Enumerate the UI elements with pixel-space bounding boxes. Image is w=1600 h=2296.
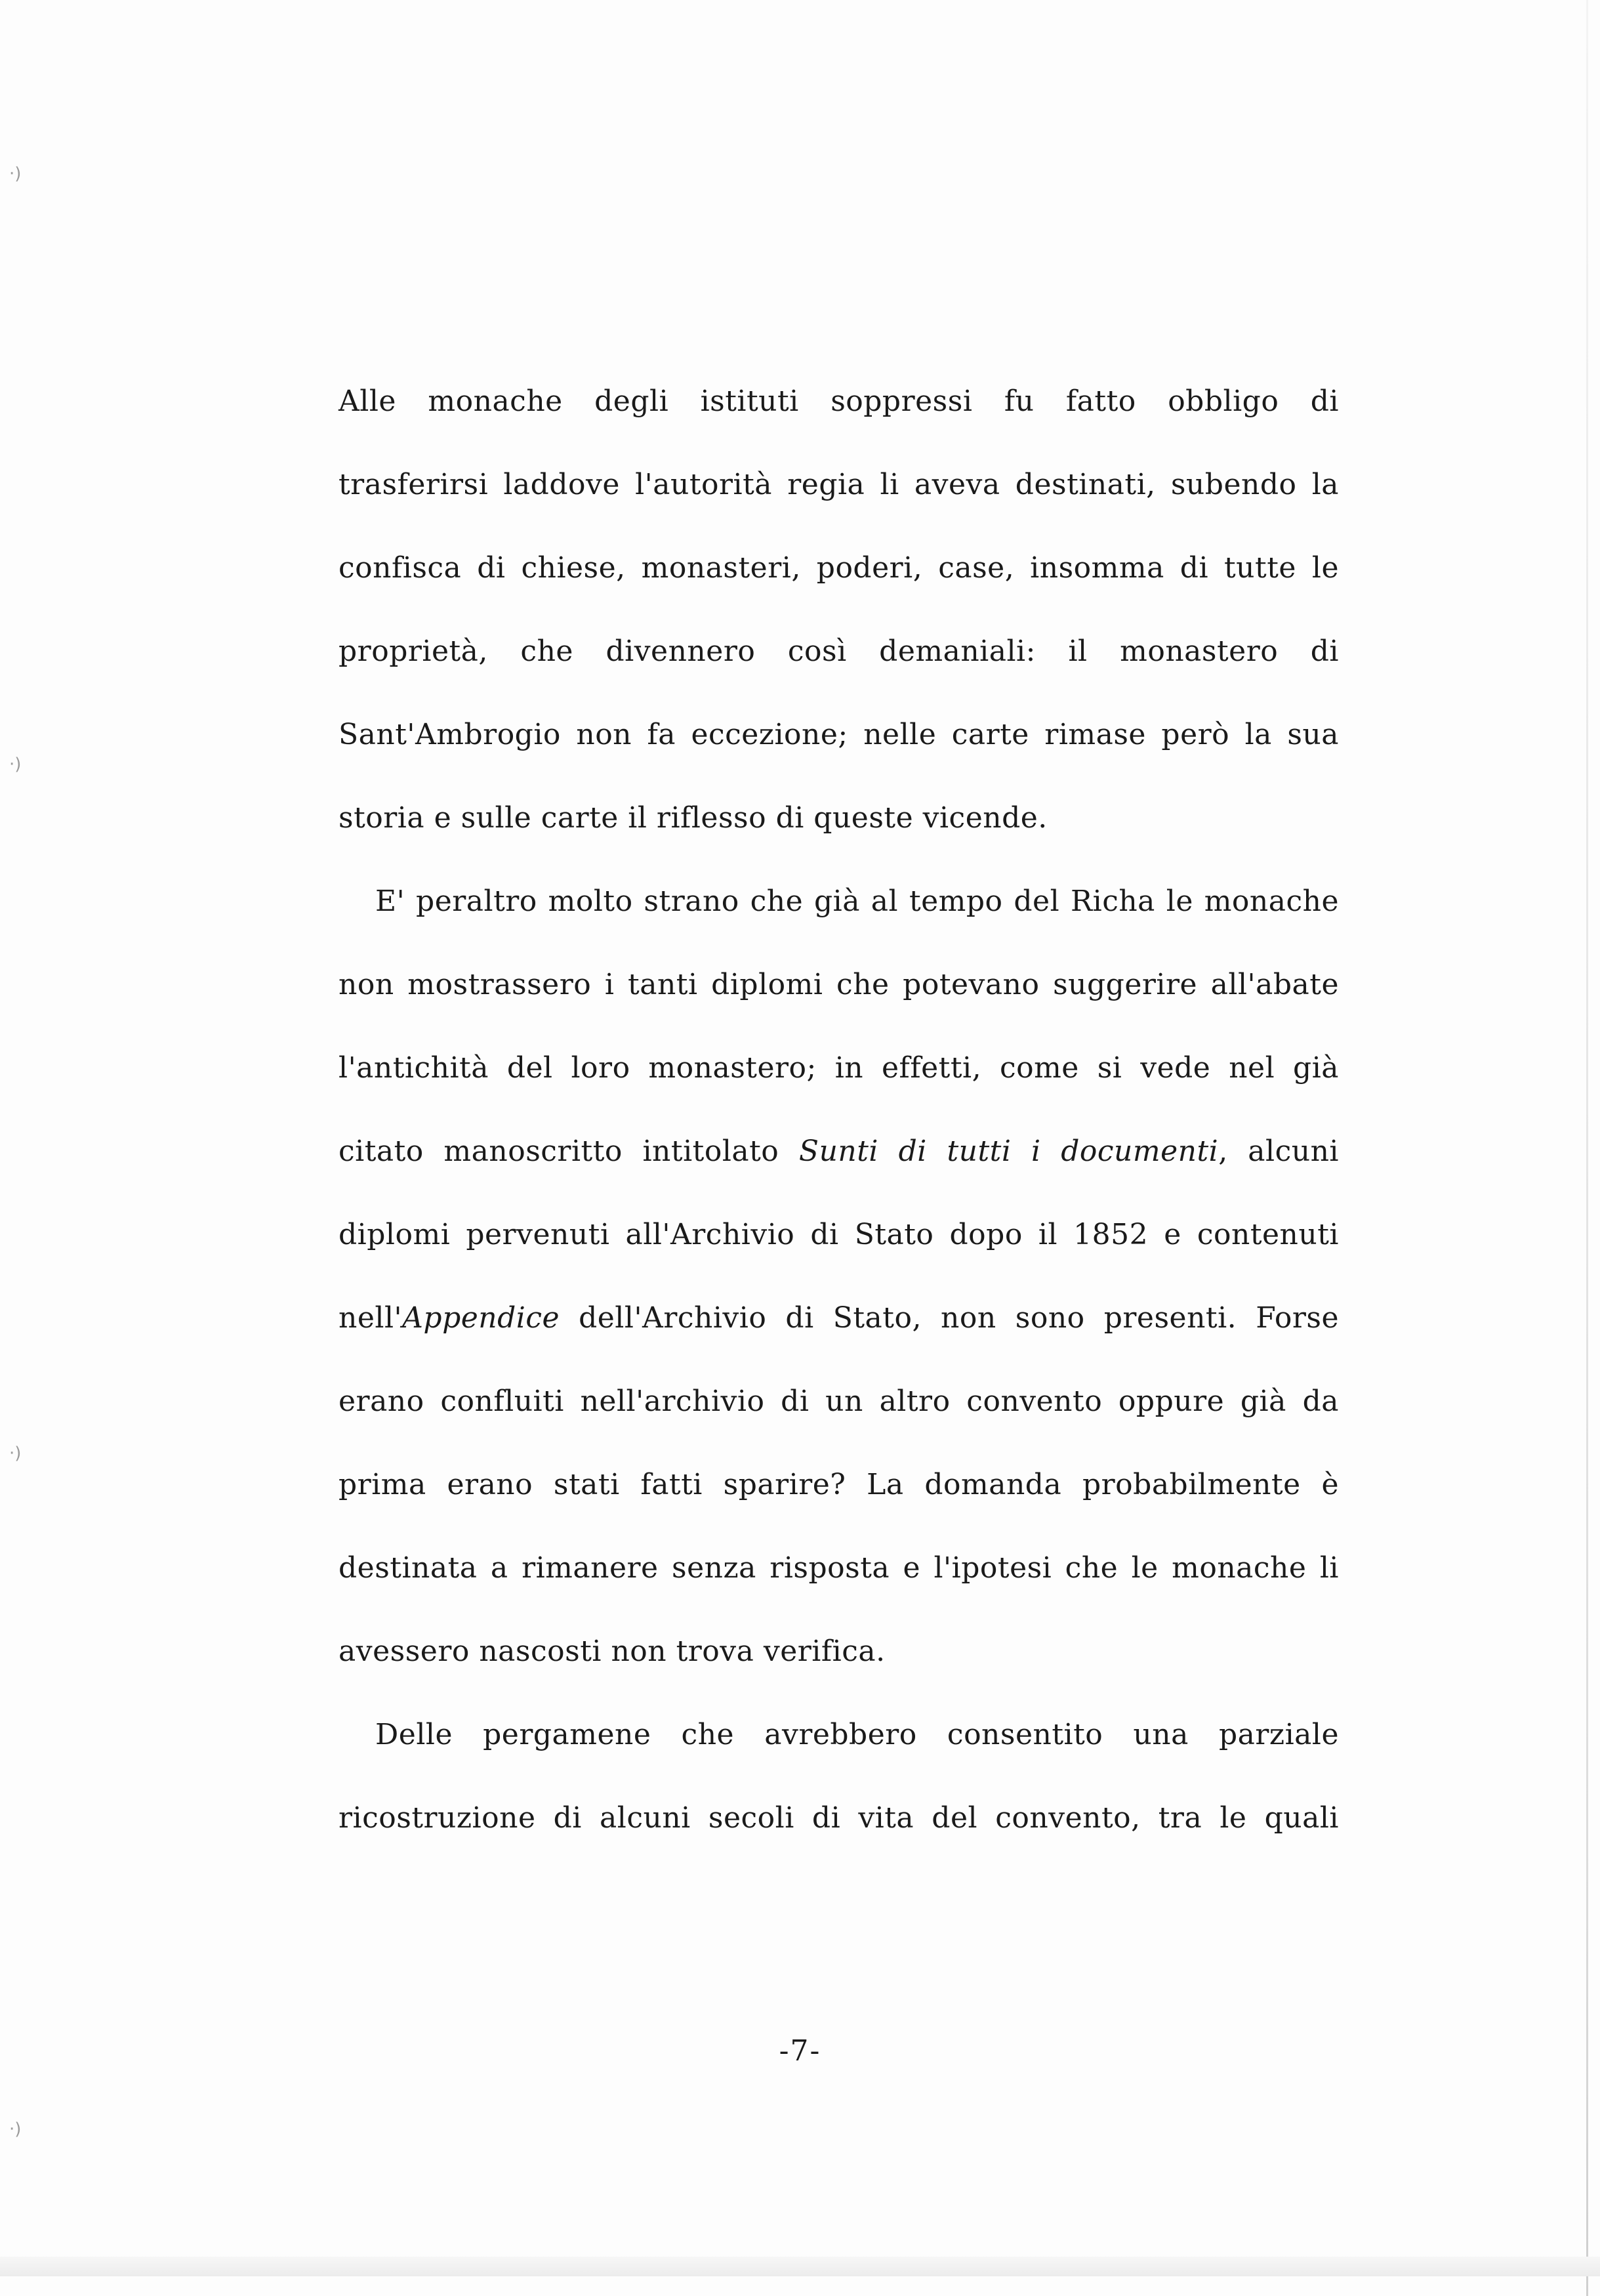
text-line: diplomi pervenuti all'Archivio di Stato dopo il 1852 e contenuti: [338, 1218, 1339, 1251]
text-line: l'antichità del loro monastero; in effetti, come si vede nel già: [338, 1051, 1339, 1085]
text-run: dell'Archivio di Stato, non sono presenti. Forse: [560, 1301, 1339, 1335]
text-line: Sant'Ambrogio non fa eccezione; nelle carte rimase però la sua: [338, 718, 1339, 751]
scan-edge-bottom: [0, 2257, 1600, 2276]
text-line: confisca di chiese, monasteri, poderi, case, insomma di tutte le: [338, 551, 1339, 585]
text-run: citato manoscritto intitolato: [338, 1135, 799, 1168]
page-number: -7-: [779, 2034, 821, 2068]
italic-title: Sunti di tutti i documenti: [798, 1135, 1219, 1168]
margin-mark: ·): [9, 2119, 22, 2139]
text-line: Delle pergamene che avrebbero consentito una parziale: [375, 1718, 1339, 1751]
text-line: storia e sulle carte il riflesso di queste vicende.: [338, 801, 1048, 835]
text-line: trasferirsi laddove l'autorità regia li aveva destinati, subendo la: [338, 468, 1339, 501]
margin-mark: ·): [9, 164, 22, 184]
margin-mark: ·): [9, 755, 22, 774]
text-run: , alcuni: [1218, 1135, 1339, 1168]
text-line: proprietà, che divennero così demaniali: il monastero di: [338, 635, 1339, 668]
margin-mark: ·): [9, 1444, 22, 1463]
text-run: nell': [338, 1301, 403, 1335]
body-text: [338, 360, 1339, 1860]
italic-title: Appendice: [402, 1301, 560, 1335]
text-line: avessero nascosti non trova verifica.: [338, 1635, 886, 1668]
text-line: destinata a rimanere senza risposta e l'ipotesi che le monache li: [338, 1551, 1339, 1585]
text-line: Alle monache degli istituti soppressi fu fatto obbligo di: [338, 385, 1339, 418]
text-line: [338, 1276, 1339, 1360]
text-line: ricostruzione di alcuni secoli di vita del convento, tra le quali: [338, 1801, 1339, 1835]
scan-edge-right: [1586, 0, 1588, 2296]
text-line: E' peraltro molto strano che già al tempo del Richa le monache: [375, 885, 1339, 918]
text-line: non mostrassero i tanti diplomi che potevano suggerire all'abate: [338, 968, 1339, 1001]
text-line: [338, 1110, 1339, 1193]
text-line: erano confluiti nell'archivio di un altro convento oppure già da: [338, 1385, 1339, 1418]
text-line: prima erano stati fatti sparire? La domanda probabilmente è: [338, 1468, 1339, 1501]
